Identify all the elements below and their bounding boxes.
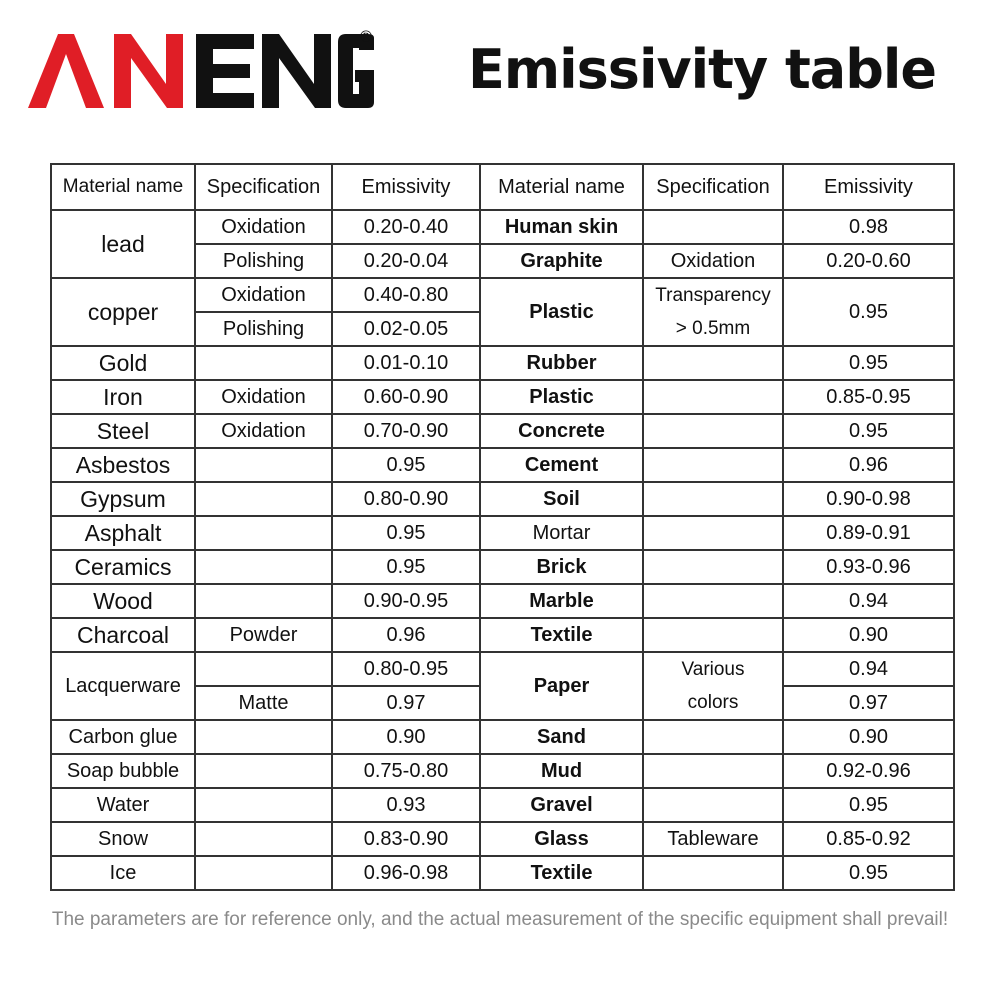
page-title: Emissivity table	[468, 38, 937, 101]
material-cell: Iron	[51, 380, 195, 414]
emissivity-cell: 0.40-0.80	[332, 278, 480, 312]
header-emissivity: Emissivity	[332, 164, 480, 210]
table-row	[51, 278, 954, 312]
emissivity-cell: 0.96-0.98	[332, 856, 480, 890]
spec-cell: Oxidation	[643, 244, 783, 278]
spec-cell: Matte	[195, 686, 332, 720]
emissivity-cell: 0.75-0.80	[332, 754, 480, 788]
table-row	[51, 788, 954, 822]
material-cell: Gold	[51, 346, 195, 380]
emissivity-cell: 0.90-0.95	[332, 584, 480, 618]
table-header-row	[51, 164, 954, 210]
emissivity-cell: 0.20-0.60	[783, 244, 954, 278]
material-cell: Soil	[480, 482, 643, 516]
spec-cell	[195, 448, 332, 482]
emissivity-cell: 0.98	[783, 210, 954, 244]
emissivity-cell: 0.85-0.92	[783, 822, 954, 856]
spec-cell	[195, 856, 332, 890]
material-cell: Brick	[480, 550, 643, 584]
material-cell: Water	[51, 788, 195, 822]
material-cell: Marble	[480, 584, 643, 618]
table-row	[51, 754, 954, 788]
material-cell: Ice	[51, 856, 195, 890]
emissivity-cell: 0.95	[783, 278, 954, 346]
table-row	[51, 822, 954, 856]
table-row	[51, 448, 954, 482]
emissivity-cell: 0.95	[783, 346, 954, 380]
emissivity-cell: 0.96	[332, 618, 480, 652]
table-row	[51, 584, 954, 618]
emissivity-cell: 0.85-0.95	[783, 380, 954, 414]
emissivity-cell: 0.94	[783, 584, 954, 618]
material-cell: Asbestos	[51, 448, 195, 482]
emissivity-cell: 0.93	[332, 788, 480, 822]
emissivity-cell: 0.94	[783, 652, 954, 686]
emissivity-cell: 0.95	[332, 448, 480, 482]
emissivity-table	[50, 163, 955, 891]
spec-line: Various	[681, 659, 745, 680]
header-material-name: Material name	[480, 164, 643, 210]
emissivity-cell: 0.60-0.90	[332, 380, 480, 414]
material-cell: copper	[51, 278, 195, 346]
emissivity-cell: 0.95	[783, 788, 954, 822]
emissivity-cell: 0.95	[783, 414, 954, 448]
table-row	[51, 720, 954, 754]
table-row	[51, 856, 954, 890]
material-cell: lead	[51, 210, 195, 278]
emissivity-cell: 0.96	[783, 448, 954, 482]
spec-cell	[643, 380, 783, 414]
emissivity-cell: 0.97	[783, 686, 954, 720]
emissivity-cell: 0.93-0.96	[783, 550, 954, 584]
emissivity-cell: 0.20-0.40	[332, 210, 480, 244]
table-row	[51, 482, 954, 516]
material-cell: Textile	[480, 856, 643, 890]
spec-cell	[643, 652, 783, 720]
material-cell: Plastic	[480, 380, 643, 414]
header-emissivity: Emissivity	[783, 164, 954, 210]
spec-cell	[195, 584, 332, 618]
emissivity-cell: 0.92-0.96	[783, 754, 954, 788]
spec-cell: Polishing	[195, 244, 332, 278]
emissivity-cell: 0.95	[783, 856, 954, 890]
spec-cell: Oxidation	[195, 380, 332, 414]
emissivity-cell: 0.83-0.90	[332, 822, 480, 856]
material-cell: Plastic	[480, 278, 643, 346]
material-cell: Carbon glue	[51, 720, 195, 754]
spec-cell	[643, 414, 783, 448]
spec-cell	[195, 516, 332, 550]
table-row	[51, 516, 954, 550]
spec-line: colors	[687, 692, 739, 713]
spec-cell: Polishing	[195, 312, 332, 346]
table-row	[51, 618, 954, 652]
spec-cell	[643, 584, 783, 618]
material-cell: Mud	[480, 754, 643, 788]
table-row	[51, 550, 954, 584]
emissivity-cell: 0.20-0.04	[332, 244, 480, 278]
material-cell: Cement	[480, 448, 643, 482]
spec-cell	[643, 754, 783, 788]
aneng-logo	[28, 28, 378, 110]
header-material-name: Material name	[51, 164, 195, 210]
spec-line: Transparency	[655, 285, 771, 306]
emissivity-cell: 0.02-0.05	[332, 312, 480, 346]
spec-cell	[195, 482, 332, 516]
material-cell: Textile	[480, 618, 643, 652]
spec-cell	[643, 550, 783, 584]
emissivity-cell: 0.70-0.90	[332, 414, 480, 448]
spec-cell	[195, 822, 332, 856]
material-cell: Wood	[51, 584, 195, 618]
table-row	[51, 346, 954, 380]
material-cell: Graphite	[480, 244, 643, 278]
emissivity-cell: 0.95	[332, 550, 480, 584]
material-cell: Gravel	[480, 788, 643, 822]
spec-cell	[195, 788, 332, 822]
emissivity-cell: 0.01-0.10	[332, 346, 480, 380]
spec-cell	[643, 516, 783, 550]
spec-cell: Oxidation	[195, 278, 332, 312]
spec-cell	[643, 278, 783, 346]
emissivity-cell: 0.97	[332, 686, 480, 720]
spec-cell	[643, 482, 783, 516]
spec-cell	[643, 618, 783, 652]
material-cell: Snow	[51, 822, 195, 856]
spec-cell	[643, 720, 783, 754]
emissivity-cell: 0.90	[332, 720, 480, 754]
material-cell: Paper	[480, 652, 643, 720]
spec-cell	[643, 788, 783, 822]
emissivity-cell: 0.89-0.91	[783, 516, 954, 550]
material-cell: Lacquerware	[51, 652, 195, 720]
spec-cell: Oxidation	[195, 210, 332, 244]
material-cell: Soap bubble	[51, 754, 195, 788]
emissivity-cell: 0.90	[783, 618, 954, 652]
material-cell: Glass	[480, 822, 643, 856]
spec-cell: Oxidation	[195, 414, 332, 448]
emissivity-cell: 0.90	[783, 720, 954, 754]
spec-cell	[195, 346, 332, 380]
emissivity-cell: 0.90-0.98	[783, 482, 954, 516]
spec-line: > 0.5mm	[675, 318, 751, 339]
svg-text:®: ®	[358, 28, 374, 46]
spec-cell	[643, 448, 783, 482]
spec-cell	[195, 652, 332, 686]
spec-cell	[195, 550, 332, 584]
material-cell: Human skin	[480, 210, 643, 244]
table-row	[51, 414, 954, 448]
disclaimer-note: The parameters are for reference only, and the actual measurement of the specific equipment shall prevail!	[51, 909, 949, 930]
material-cell: Mortar	[480, 516, 643, 550]
table-row	[51, 652, 954, 686]
material-cell: Charcoal	[51, 618, 195, 652]
header-specification: Specification	[195, 164, 332, 210]
material-cell: Rubber	[480, 346, 643, 380]
material-cell: Ceramics	[51, 550, 195, 584]
spec-cell: Tableware	[643, 822, 783, 856]
material-cell: Concrete	[480, 414, 643, 448]
spec-cell	[643, 346, 783, 380]
table-row	[51, 380, 954, 414]
header-specification: Specification	[643, 164, 783, 210]
material-cell: Gypsum	[51, 482, 195, 516]
emissivity-cell: 0.80-0.95	[332, 652, 480, 686]
spec-cell	[195, 754, 332, 788]
emissivity-cell: 0.80-0.90	[332, 482, 480, 516]
material-cell: Steel	[51, 414, 195, 448]
material-cell: Sand	[480, 720, 643, 754]
table-row	[51, 210, 954, 244]
spec-cell: Powder	[195, 618, 332, 652]
spec-cell	[643, 856, 783, 890]
material-cell: Asphalt	[51, 516, 195, 550]
emissivity-cell: 0.95	[332, 516, 480, 550]
spec-cell	[643, 210, 783, 244]
spec-cell	[195, 720, 332, 754]
